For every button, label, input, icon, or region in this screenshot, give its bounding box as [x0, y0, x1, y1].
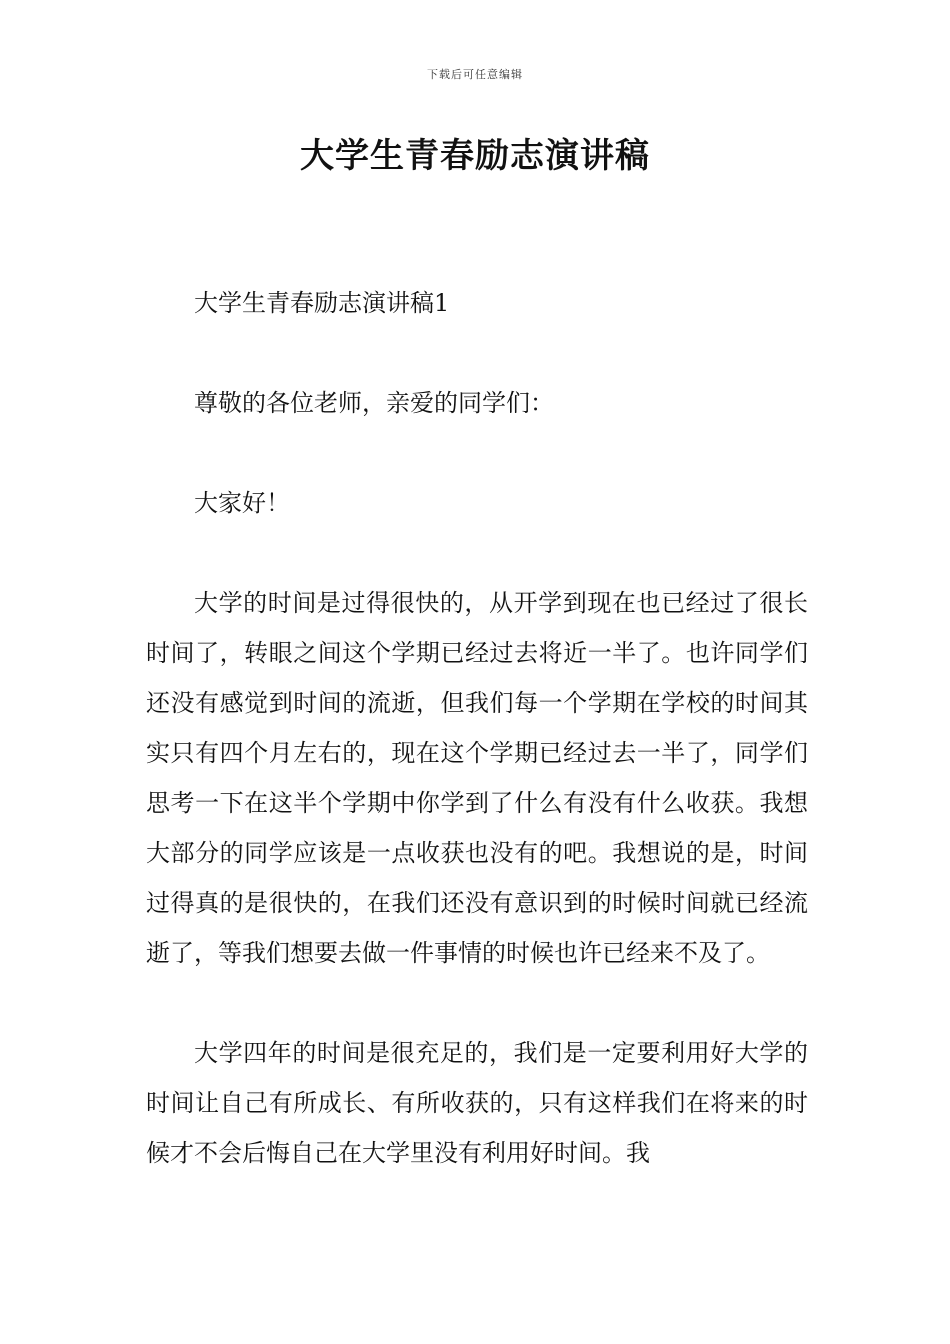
- paragraph-salutation: 尊敬的各位老师，亲爱的同学们：: [194, 389, 554, 417]
- paragraph-subtitle: 大学生青春励志演讲稿1: [194, 289, 450, 317]
- document-body: [146, 278, 808, 1178]
- paragraph-greeting: 大家好！: [194, 489, 290, 517]
- document-title: 大学生青春励志演讲稿: [300, 136, 650, 176]
- paragraph-body-1: 大学的时间是过得很快的，从开学到现在也已经过了很长时间了，转眼之间这个学期已经过去将近一半了。也许同学们还没有感觉到时间的流逝，但我们每一个学期在学校的时间其实只有四个月左右的，现在这个学期已经过去一半了，同学们思考一下在这半个学期中你学到了什么有没有什么收获。我想大部分的同学应该是一点收获也没有的吧。我想说的是，时间过得真的是很快的，在我们还没有意识到的时候时间就已经流逝了，等我们想要去做一件事情的时候也许已经来不及了。: [146, 589, 808, 967]
- header-note: 下载后可任意编辑: [427, 68, 523, 81]
- paragraph-body-2: 大学四年的时间是很充足的，我们是一定要利用好大学的时间让自己有所成长、有所收获的，只有这样我们在将来的时候才不会后悔自己在大学里没有利用好时间。我: [146, 1039, 808, 1167]
